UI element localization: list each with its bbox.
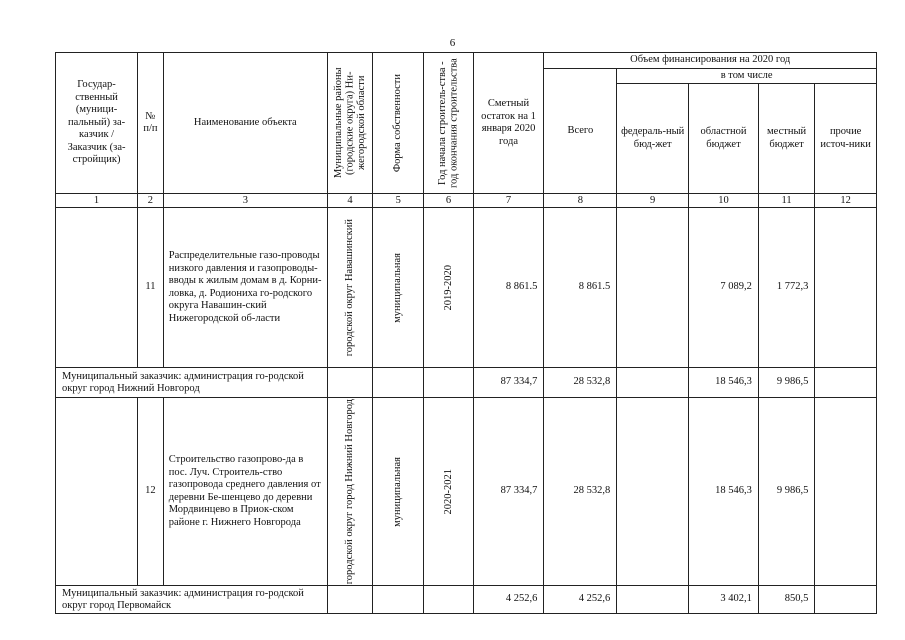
column-number: 8	[544, 194, 617, 208]
ownership-cell	[373, 398, 424, 586]
header-estimate: Сметный остаток на 1 января 2020 года	[473, 53, 544, 194]
header-including-group: в том числе	[617, 68, 877, 84]
regional-value: 18 546,3	[689, 398, 759, 586]
empty-cell	[424, 368, 473, 398]
federal-value	[617, 208, 689, 368]
object-name: Строительство газопрово-да в пос. Луч. Строитель-ство газопровода среднего давления от деревни Бе-шенцево до деревни Мордвинцево в Приок-ском районе г. Нижнего Новгорода	[163, 398, 327, 586]
column-number: 3	[163, 194, 327, 208]
years-text: 2020-2021	[442, 468, 454, 515]
local-value: 1 772,3	[758, 208, 814, 368]
table-row	[56, 208, 877, 368]
regional-value: 3 402,1	[689, 586, 759, 614]
page-number: 6	[449, 37, 456, 49]
row-number: 12	[138, 398, 164, 586]
object-name: Распределительные газо-проводы низкого давления и газопроводы-вводы к жилым домам в д. Корни-ловка, д. Родиониха го-родского округа Навашин-ский Нижегородской об-ласти	[163, 208, 327, 368]
empty-cell	[327, 368, 372, 398]
column-number: 4	[327, 194, 372, 208]
empty-cell	[327, 586, 372, 614]
federal-value	[617, 398, 689, 586]
other-value	[815, 586, 877, 614]
column-number: 1	[56, 194, 138, 208]
total-value: 28 532,8	[544, 368, 617, 398]
years-cell	[424, 398, 473, 586]
header-number: № п/п	[138, 53, 164, 194]
district-cell	[327, 208, 372, 368]
total-value: 4 252,6	[544, 586, 617, 614]
row-customer-cell	[56, 208, 138, 368]
district-cell	[327, 398, 372, 586]
local-value: 9 986,5	[758, 368, 814, 398]
estimate-value: 87 334,7	[473, 398, 544, 586]
header-district	[327, 53, 372, 194]
regional-value: 18 546,3	[689, 368, 759, 398]
district-text: городской округ город Нижний Новгород	[344, 399, 356, 585]
estimate-value: 4 252,6	[473, 586, 544, 614]
column-number: 11	[758, 194, 814, 208]
district-text: городской округ Навашинский	[344, 218, 356, 357]
header-local: местный бюджет	[758, 84, 814, 194]
header-ownership	[373, 53, 424, 194]
local-value: 9 986,5	[758, 398, 814, 586]
local-value: 850,5	[758, 586, 814, 614]
federal-value	[617, 368, 689, 398]
empty-cell	[424, 586, 473, 614]
header-customer: Государ-ственный (муници-пальный) за-казчик / Заказчик (за-стройщик)	[56, 53, 138, 194]
ownership-cell	[373, 208, 424, 368]
other-value	[815, 398, 877, 586]
column-number: 9	[617, 194, 689, 208]
ownership-text: муниципальная	[392, 456, 404, 527]
funding-table	[55, 52, 877, 614]
column-number: 5	[373, 194, 424, 208]
total-value: 8 861.5	[544, 208, 617, 368]
column-number: 12	[815, 194, 877, 208]
total-value: 28 532,8	[544, 398, 617, 586]
years-text: 2019-2020	[442, 264, 454, 311]
header-funding-group: Объем финансирования на 2020 год	[544, 53, 877, 69]
header-total: Всего	[544, 68, 617, 194]
column-number: 7	[473, 194, 544, 208]
regional-value: 7 089,2	[689, 208, 759, 368]
row-customer-cell	[56, 398, 138, 586]
empty-cell	[373, 586, 424, 614]
customer-row	[56, 586, 877, 614]
customer-name: Муниципальный заказчик: администрация го-родской округ город Первомайск	[56, 586, 328, 614]
header-years-text: Год начала строитель-ства - год окончания строительства	[436, 58, 460, 188]
header-district-text: Муниципальные районы (городские округа) Ни-жегородской области	[332, 67, 367, 179]
row-number: 11	[138, 208, 164, 368]
estimate-value: 8 861.5	[473, 208, 544, 368]
header-other: прочие источ-ники	[815, 84, 877, 194]
estimate-value: 87 334,7	[473, 368, 544, 398]
header-ownership-text: Форма собственности	[392, 73, 404, 173]
header-regional: областной бюджет	[689, 84, 759, 194]
years-cell	[424, 208, 473, 368]
table-row	[56, 398, 877, 586]
federal-value	[617, 586, 689, 614]
header-years	[424, 53, 473, 194]
ownership-text: муниципальная	[392, 252, 404, 323]
other-value	[815, 368, 877, 398]
header-object-name: Наименование объекта	[163, 53, 327, 194]
column-number: 2	[138, 194, 164, 208]
empty-cell	[373, 368, 424, 398]
customer-name: Муниципальный заказчик: администрация го-родской округ город Нижний Новгород	[56, 368, 328, 398]
customer-row	[56, 368, 877, 398]
column-number: 6	[424, 194, 473, 208]
column-number-row	[56, 194, 877, 208]
column-number: 10	[689, 194, 759, 208]
other-value	[815, 208, 877, 368]
header-federal: федераль-ный бюд-жет	[617, 84, 689, 194]
